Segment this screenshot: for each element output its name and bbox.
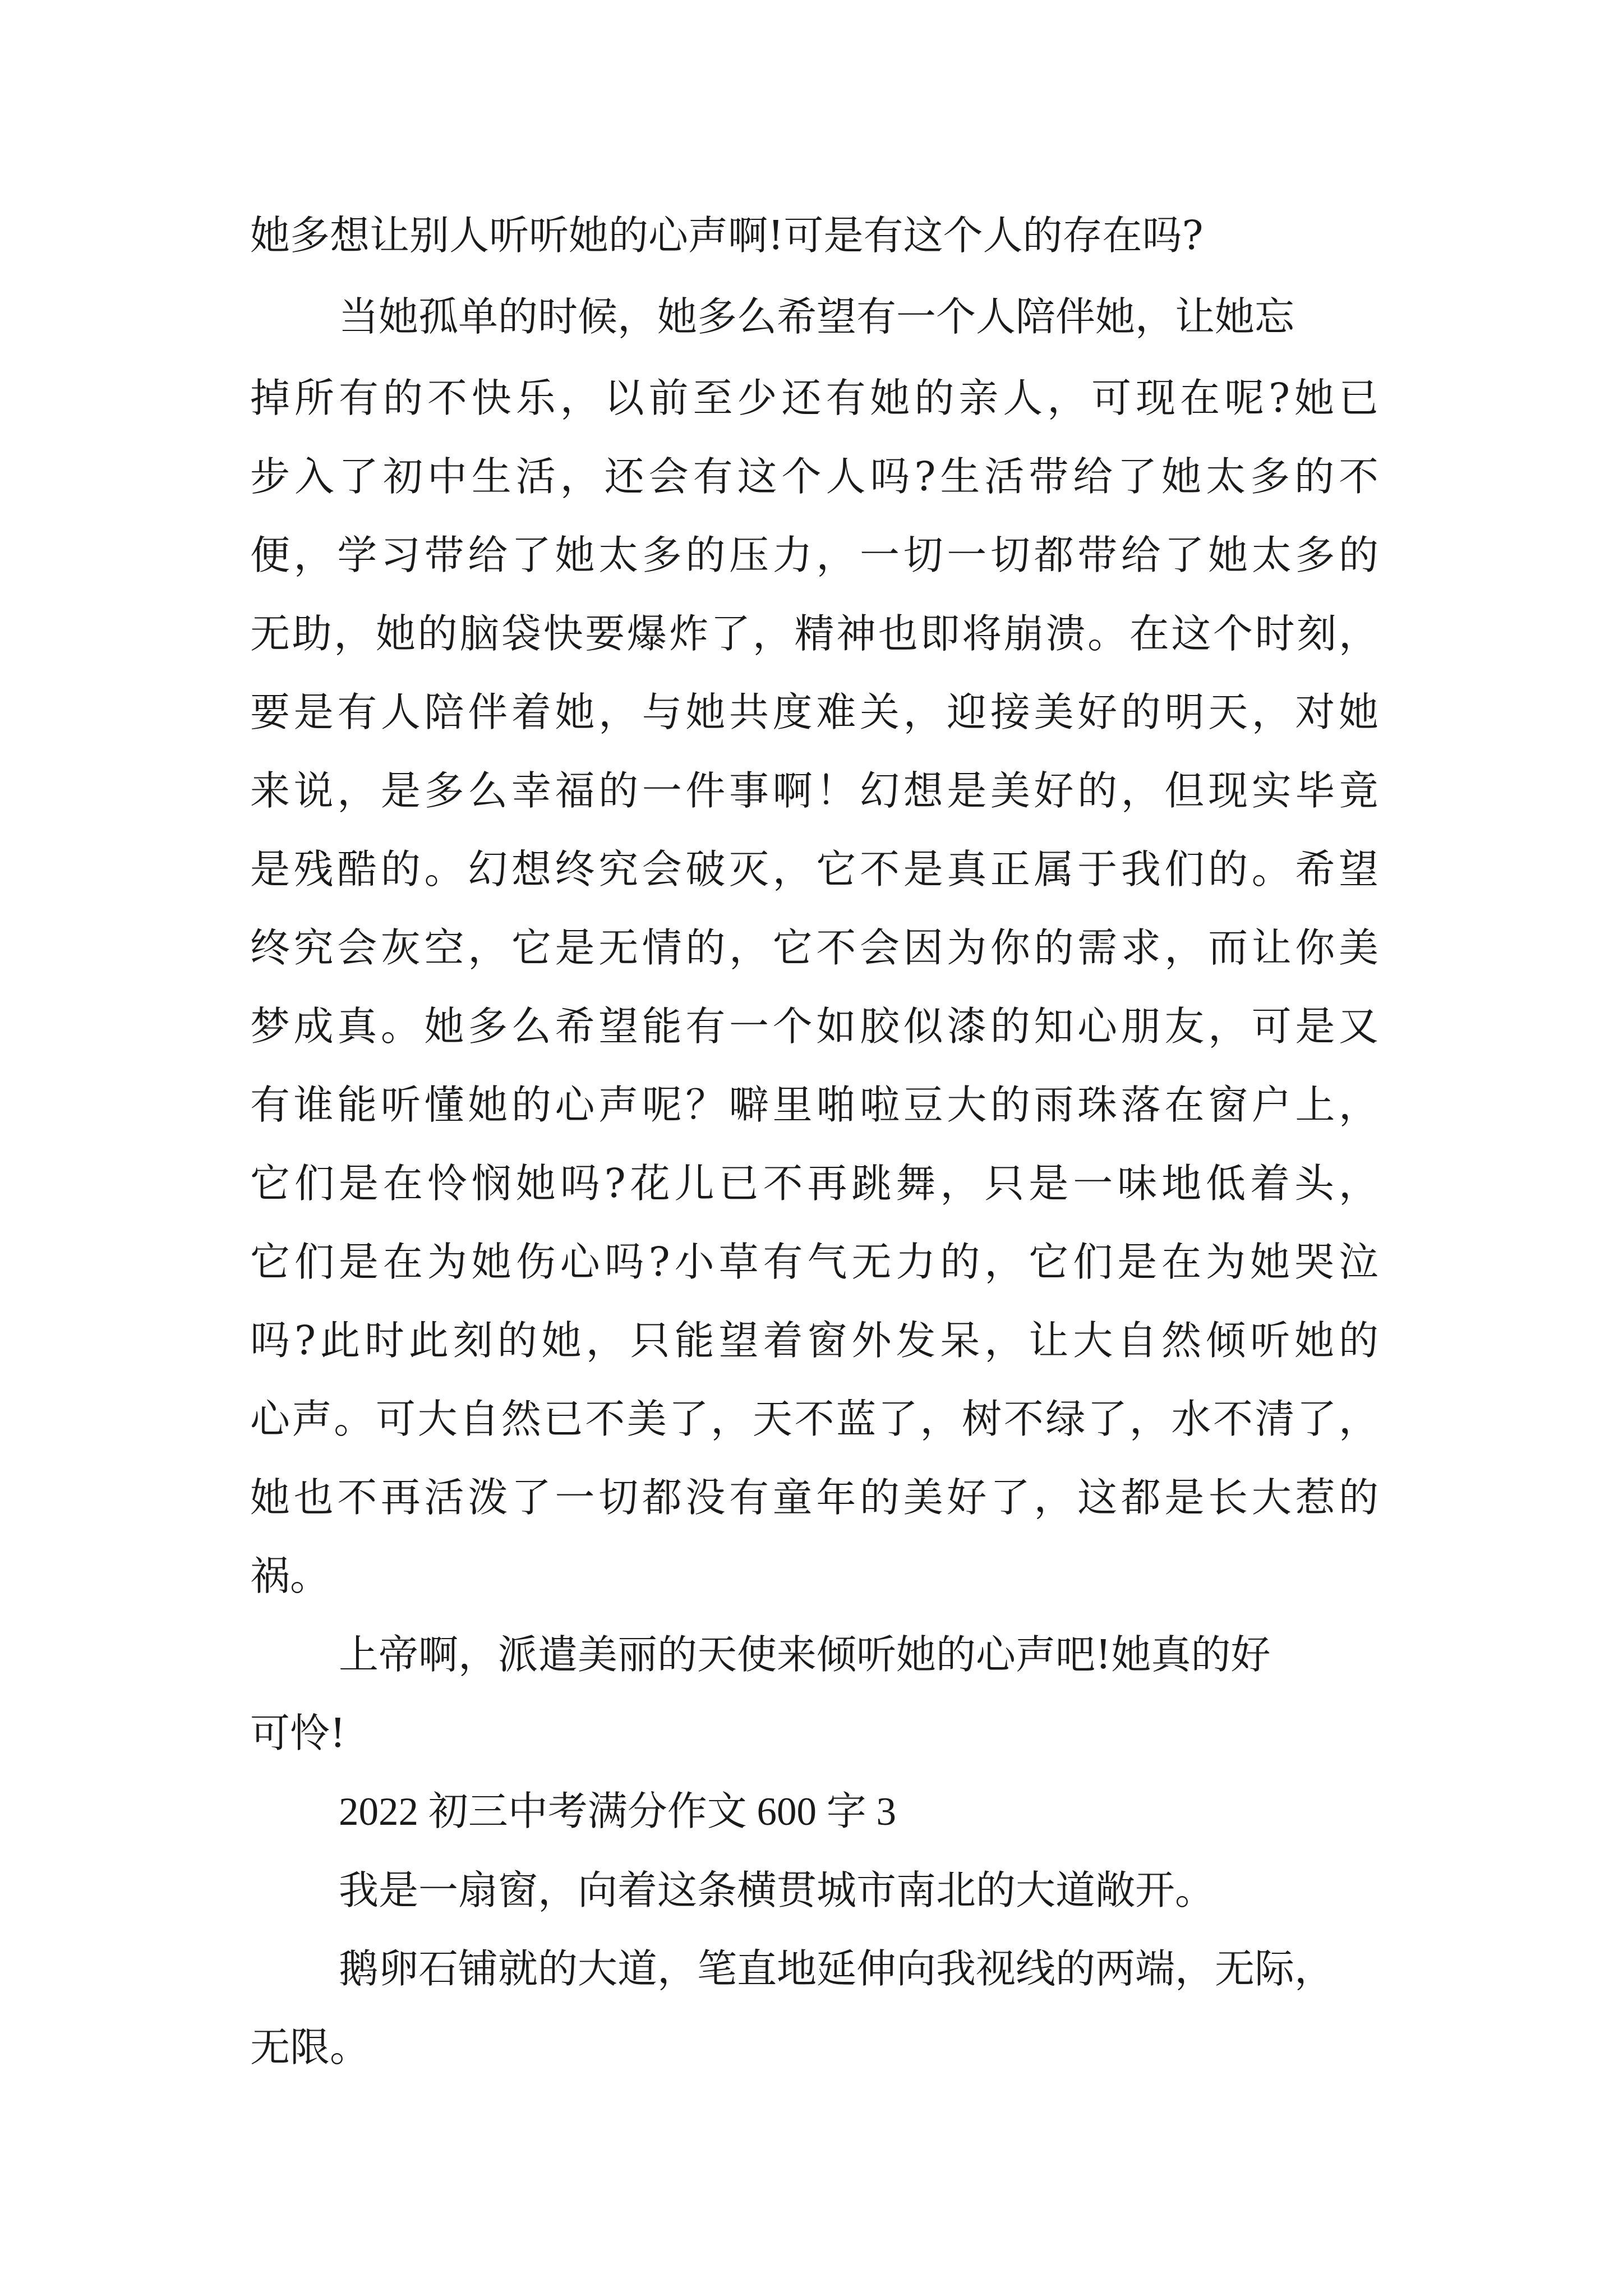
text-line: 有谁能听懂她的心声呢？噼里啪啦豆大的雨珠落在窗户上，: [250, 1082, 1378, 1128]
text-line: 步入了初中生活，还会有这个人吗?生活带给了她太多的不: [250, 453, 1378, 500]
text-line: 可怜!: [250, 1710, 346, 1756]
text-line: 无限。: [250, 2024, 370, 2070]
text-line: 它们是在怜悯她吗?花儿已不再跳舞，只是一味地低着头，: [250, 1160, 1378, 1207]
text-line: 她多想让别人听听她的心声啊!可是有这个人的存在吗?: [250, 212, 1204, 259]
text-line: 是残酷的。幻想终究会破灭，它不是真正属于我们的。希望: [250, 846, 1378, 892]
text-line: 来说，是多么幸福的一件事啊！幻想是美好的，但现实毕竟: [250, 767, 1378, 814]
text-line: 它们是在为她伤心吗?小草有气无力的，它们是在为她哭泣: [250, 1239, 1378, 1285]
paragraph-first-line: 我是一扇窗，向着这条横贯城市南北的大道敞开。: [339, 1867, 1215, 1913]
text-line: 祸。: [250, 1553, 330, 1599]
text-line: 便，学习带给了她太多的压力，一切一切都带给了她太多的: [250, 532, 1378, 578]
paragraph-first-line: 上帝啊，派遣美丽的天使来倾听她的心声吧!她真的好: [339, 1631, 1271, 1678]
text-line: 无助，她的脑袋快要爆炸了，精神也即将崩溃。在这个时刻，: [250, 610, 1378, 657]
text-line: 梦成真。她多么希望能有一个如胶似漆的知心朋友，可是又: [250, 1003, 1378, 1050]
section-heading: 2022 初三中考满分作文 600 字 3: [339, 1790, 897, 1834]
paragraph-first-line: 鹅卵石铺就的大道，笔直地延伸向我视线的两端，无际，: [339, 1945, 1335, 1992]
text-line: 要是有人陪伴着她，与她共度难关，迎接美好的明天，对她: [250, 689, 1378, 735]
paragraph-first-line: 当她孤单的时候，她多么希望有一个人陪伴她，让她忘: [339, 293, 1295, 340]
text-line: 掉所有的不快乐，以前至少还有她的亲人，可现在呢?她已: [250, 375, 1378, 421]
text-line: 吗?此时此刻的她，只能望着窗外发呆，让大自然倾听她的: [250, 1317, 1378, 1364]
text-line: 终究会灰空，它是无情的，它不会因为你的需求，而让你美: [250, 924, 1378, 971]
text-line: 她也不再活泼了一切都没有童年的美好了，这都是长大惹的: [250, 1474, 1378, 1521]
text-line: 心声。可大自然已不美了，天不蓝了，树不绿了，水不清了，: [250, 1396, 1378, 1442]
